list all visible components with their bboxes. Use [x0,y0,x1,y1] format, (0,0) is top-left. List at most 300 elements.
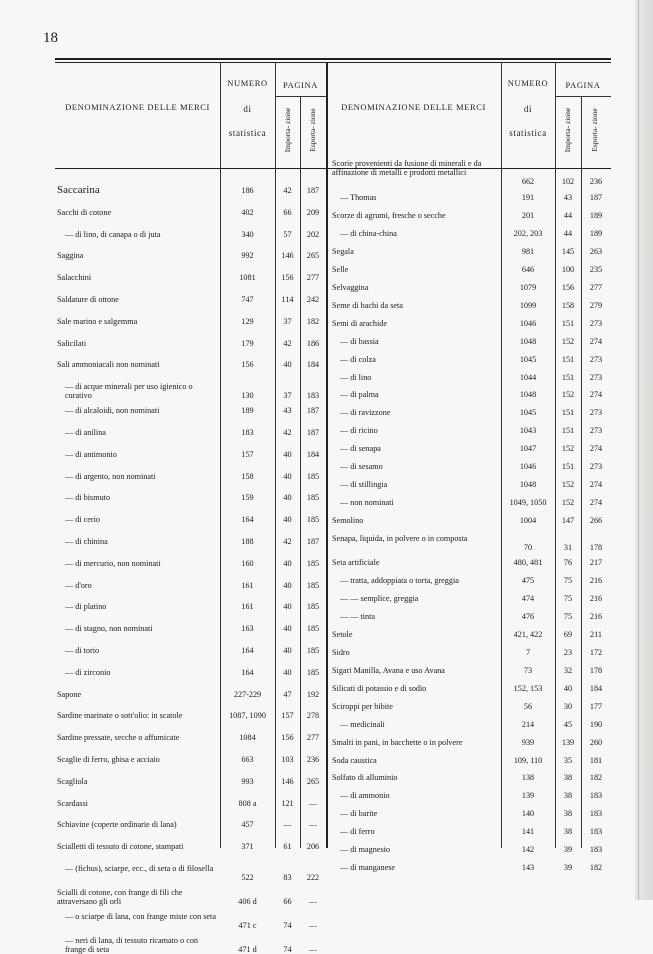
cell-imp: 74 [283,945,292,954]
cell-esp: 185 [306,558,320,568]
cell-esp: 211 [590,629,602,639]
cell-stat: 522 [241,873,254,882]
cell-imp: 37 [283,316,292,326]
header-esportazione-right: Esporta- zione [590,108,599,152]
cell-stat: 747 [241,295,254,304]
cell-stat: 7 [525,647,531,657]
cell-esp: 277 [306,733,320,743]
cell-imp: 57 [283,229,292,239]
merce-name: — di lino [340,372,372,382]
header-pagina-left: PAGINA [283,80,318,90]
merce-name: — tratta, addoppiata o torta, greggia [340,576,459,585]
merce-name: — di stagno, non nominati [65,624,153,634]
cell-imp: 139 [561,737,575,747]
merce-name: — di barite [340,809,378,819]
cell-imp: 23 [563,647,573,657]
header-di-left: di [243,104,252,114]
merce-name: Sacchi di cotone [57,207,112,217]
cell-esp: — [308,820,318,830]
cell-stat: 1046 [519,462,537,472]
merce-name: Soda caustica [332,755,377,765]
cell-stat: 1043 [519,426,537,436]
cell-stat: 188 [241,537,254,546]
cell-stat: 402 [241,207,254,217]
merce-name: Scardassi [57,798,88,808]
cell-imp: 100 [561,264,575,274]
header-importazione-right: Importa- zione [563,107,572,153]
cell-stat: 141 [521,827,535,837]
cell-imp: 75 [563,576,573,585]
cell-imp: 151 [561,462,575,472]
pagina-rule [555,96,611,97]
merce-name: Saggina [57,251,84,261]
cell-imp: 38 [563,827,573,837]
cell-imp: 35 [563,755,573,765]
cell-esp: 187 [306,428,320,437]
merce-name: Salicilati [57,338,87,348]
header-pagina-right: PAGINA [565,80,601,90]
cell-stat: 1081 [239,273,256,283]
cell-stat: 646 [521,264,535,274]
cell-stat: 457 [241,820,254,830]
cell-stat: 1087, 1090 [229,711,266,721]
merce-name: — di manganese [340,863,396,873]
cell-stat: 161 [241,602,254,612]
merce-name: Seta artificiale [332,558,380,568]
cell-imp: 156 [281,273,294,283]
cell-esp: 185 [306,580,320,590]
cell-stat: 202, 203 [513,228,543,238]
merce-name: Segala [332,246,354,256]
merce-name: Scialletti di tessuto di cotone, stampati [57,842,184,852]
cell-imp: 40 [283,493,292,503]
merce-name: Selle [332,264,349,274]
cell-esp: 177 [589,701,603,711]
cell-imp: — [283,820,292,830]
cell-esp: 273 [589,462,603,472]
cell-esp: 206 [306,842,320,852]
cell-imp: 38 [563,773,573,783]
cell-stat: 179 [241,338,254,348]
col-divider [581,96,582,848]
cell-esp: 273 [589,408,603,418]
cell-esp: 182 [589,863,603,873]
cell-esp: 183 [589,827,603,837]
merce-name: — di zirconio [65,667,111,677]
merce-name: — di anilina [65,428,106,437]
merce-name: Saccarina [57,186,100,195]
cell-imp: 40 [283,471,292,481]
merce-name: Solfato di alluminio [332,773,398,783]
merce-name: Selvaggina [332,282,369,292]
cell-esp: 263 [589,246,603,256]
merce-name: — medicinali [340,719,385,729]
cell-esp: 187 [306,406,320,416]
cell-stat: 130 [241,391,254,401]
cell-esp: 265 [306,251,320,261]
cell-stat: 476 [521,611,535,621]
merce-name: — Thomas [340,193,377,202]
cell-imp: 44 [563,228,573,238]
cell-esp: 185 [306,646,320,655]
cell-stat: 371 [241,842,254,852]
cell-stat: 1099 [519,300,537,310]
cell-imp: 37 [283,391,292,401]
cell-esp: 187 [306,186,320,195]
cell-stat: 129 [241,316,254,326]
cell-imp: 146 [281,251,294,261]
cell-imp: 152 [561,336,575,346]
cell-stat: 56 [523,701,533,711]
cell-esp: — [308,798,318,808]
merce-name: — di stillingia [340,480,388,490]
cell-esp: 185 [306,515,320,525]
cell-imp: 76 [563,558,573,568]
cell-esp: 273 [589,318,603,328]
cell-stat: 1049, 1050 [509,498,547,508]
cell-stat: 1004 [519,516,537,526]
top-rule [55,58,611,60]
cell-imp: 121 [281,798,294,808]
header-numero-right: NUMERO [507,78,549,88]
merce-name: — di ammonio [340,791,390,801]
cell-imp: 147 [561,516,575,526]
cell-stat: 140 [521,809,535,819]
cell-imp: 47 [283,689,292,699]
cell-esp: 189 [589,210,603,220]
cell-esp: 192 [306,689,320,699]
cell-imp: 145 [561,246,575,256]
cell-esp: 236 [589,177,603,186]
cell-imp: 103 [281,755,294,764]
cell-esp: 216 [589,593,603,603]
cell-imp: 158 [561,300,575,310]
cell-imp: 39 [563,845,573,855]
cell-esp: 189 [589,228,603,238]
cell-esp: 187 [589,193,603,202]
cell-imp: 151 [561,408,575,418]
merce-name: Scorie provenienti da fusione di minerali e da affinazione di metalli e prodotti metallici [332,159,482,177]
cell-imp: 152 [561,498,575,508]
cell-esp: 185 [306,602,320,612]
cell-stat: 142 [521,845,535,855]
merce-name: Schiavine (coperte ordinarie di lana) [57,820,177,830]
cell-esp: 273 [589,372,603,382]
cell-esp: 185 [306,493,320,503]
cell-esp: 265 [306,776,320,786]
cell-esp: 260 [589,737,603,747]
cell-esp: 184 [306,449,320,459]
cell-imp: 151 [561,354,575,364]
cell-esp: 277 [589,282,603,292]
cell-imp: 74 [283,921,292,930]
merce-name: Saldature di ottone [57,295,119,304]
cell-stat: 1084 [239,733,256,743]
cell-imp: 83 [283,873,292,882]
cell-esp: 209 [306,207,320,217]
merce-name: — — tinta [340,611,376,621]
cell-stat: 109, 110 [513,755,543,765]
cell-imp: 152 [561,390,575,400]
cell-imp: 40 [283,580,292,590]
cell-esp: 182 [589,773,603,783]
cell-imp: 156 [561,282,575,292]
cell-esp: 184 [589,683,603,693]
cell-esp: 178 [589,543,603,553]
merce-name: Scaglie di ferro, ghisa e acciaio [57,755,160,764]
cell-esp: 185 [306,624,320,634]
cell-imp: 157 [281,711,294,721]
cell-stat: 406 d [238,897,257,906]
cell-stat: 993 [241,776,254,786]
cell-stat: 189 [241,406,254,416]
merce-name: Silicati di potassio e di sodio [332,683,427,693]
cell-esp: 274 [589,390,603,400]
merce-name: Senapa, liquida, in polvere o in composta [332,534,468,544]
cell-stat: 1079 [519,282,537,292]
cell-imp: 102 [561,177,575,186]
cell-stat: 1044 [519,372,537,382]
merce-name: Sapone [57,689,82,699]
merce-name: — (fichus), sciarpe, ecc., di seta o di filosella [65,864,214,873]
cell-imp: 32 [563,665,573,675]
merce-name: — di ferro [340,827,375,837]
cell-esp: 277 [306,273,320,283]
cell-stat: 156 [241,360,254,370]
cell-stat: 475 [521,576,535,585]
cell-esp: 178 [589,665,603,675]
merce-name: — di chinina [65,537,108,546]
cell-esp: 185 [306,667,320,677]
merce-name: — di ricino [340,426,378,436]
cell-stat: 70 [523,543,533,553]
cell-esp: 274 [589,498,603,508]
cell-stat: 663 [241,755,254,764]
merce-name: Sigari Manilla, Avana e uso Avana [332,665,445,675]
cell-stat: 183 [241,428,254,437]
merce-name: Scialli di cotone, con frange di fili che attraversano gli orli [57,888,183,906]
cell-stat: 138 [521,773,535,783]
cell-imp: 66 [283,207,292,217]
cell-esp: 222 [306,873,320,882]
merce-name: — di alcaloidi, non nominati [65,406,160,416]
cell-esp: 202 [306,229,320,239]
goods-index-table [55,58,611,954]
cell-stat: 214 [521,719,535,729]
merce-name: — di platino [65,602,107,612]
cell-esp: 274 [589,336,603,346]
merce-name: Sciroppi per bibite [332,701,393,711]
cell-stat: 164 [241,646,254,655]
cell-stat: 474 [521,593,535,603]
cell-esp: 184 [306,360,320,370]
cell-stat: 992 [241,251,254,261]
cell-esp: 190 [589,719,603,729]
cell-esp: 273 [589,426,603,436]
cell-stat: 1047 [519,444,537,454]
cell-imp: 61 [283,842,292,852]
merce-name: — di bassia [340,336,379,346]
cell-stat: 939 [521,737,535,747]
page-edge-line [638,0,639,900]
merce-name: Scorze di agrumi, fresche o secche [332,210,446,220]
merce-name: — o sciarpe di lana, con frange miste con seta [65,912,216,921]
cell-esp: 216 [589,611,603,621]
cell-stat: 808 a [238,798,257,808]
cell-stat: 981 [521,246,535,256]
cell-imp: 75 [563,593,573,603]
cell-stat: 471 d [238,945,257,954]
cell-imp: 151 [561,426,575,436]
cell-esp: 186 [306,338,320,348]
cell-imp: 40 [283,515,292,525]
cell-imp: 43 [283,406,292,416]
pagina-rule [275,96,326,97]
cell-stat: 191 [521,193,535,202]
cell-stat: 152, 153 [513,683,543,693]
cell-stat: 1048 [519,480,537,490]
cell-stat: 662 [521,177,535,186]
cell-stat: 421, 422 [513,629,543,639]
cell-esp: 183 [589,809,603,819]
cell-imp: 42 [283,338,292,348]
merce-name: — di magnesio [340,845,391,855]
header-statistica-right: statistica [509,128,547,138]
header-denominazione-right: DENOMINAZIONE DELLE MERCI [341,102,486,112]
merce-name: Salacchini [57,273,92,283]
cell-imp: 114 [281,295,294,304]
merce-name: Sali ammoniacali non nominati [57,360,160,370]
cell-imp: 40 [283,449,292,459]
header-esportazione-left: Esporta- zione [308,108,317,152]
cell-stat: 471 c [238,921,257,930]
cell-stat: 201 [521,210,535,220]
cell-imp: 156 [281,733,294,743]
cell-imp: 66 [283,897,292,906]
merce-name: Seme di bachi da seta [332,300,403,310]
cell-stat: 1048 [519,390,537,400]
merce-name: — di sesamo [340,462,383,472]
cell-imp: 39 [563,863,573,873]
cell-imp: 151 [561,372,575,382]
merce-name: — di cerio [65,515,101,525]
merce-name: Sale marino e salgemma [57,316,138,326]
merce-name: Scagliola [57,776,88,786]
merce-name: — non nominati [340,498,394,508]
cell-imp: 69 [563,629,573,639]
merce-name: — di mercurio, non nominati [65,558,161,568]
cell-stat: 227-229 [233,689,262,699]
cell-stat: 480, 481 [513,558,543,568]
cell-esp: 217 [589,558,603,568]
cell-esp: 181 [589,755,603,765]
merce-name: — di ravizzone [340,408,391,418]
cell-stat: 164 [241,515,254,525]
merce-name: — di palma [340,390,379,400]
cell-imp: 40 [283,624,292,634]
merce-name: — di antimonio [65,449,117,459]
cell-stat: 1046 [519,318,537,328]
merce-name: Semolino [332,516,364,526]
merce-name: — di argento, non nominati [65,471,156,481]
cell-esp: 183 [589,791,603,801]
cell-esp: 185 [306,471,320,481]
cell-stat: 1045 [519,354,537,364]
cell-esp: 242 [306,295,320,304]
cell-esp: 235 [589,264,603,274]
cell-imp: 40 [563,683,573,693]
merce-name: — di lino, di canapa o di juta [65,229,161,239]
cell-imp: 44 [563,210,573,220]
cell-esp: 216 [589,576,603,585]
merce-name: — neri di lana, di tessuto ricamato o con frange di seta [65,936,199,954]
cell-stat: 143 [521,863,535,873]
cell-esp: 236 [306,755,320,764]
merce-name: — di torio [65,646,100,655]
merce-name: — — semplice, greggia [340,593,419,603]
cell-imp: 30 [563,701,573,711]
header-denominazione-left: DENOMINAZIONE DELLE MERCI [65,102,210,112]
cell-esp: 182 [306,316,320,326]
cell-esp: 266 [589,516,603,526]
cell-esp: 273 [589,354,603,364]
cell-imp: 40 [283,667,292,677]
merce-name: Semi di arachide [332,318,388,328]
center-divider [326,62,328,848]
cell-imp: 42 [283,537,292,546]
cell-imp: 40 [283,558,292,568]
cell-esp: — [308,945,318,954]
header-numero-left: NUMERO [227,78,268,88]
merce-name: — di acque minerali per uso igienico o curativo [65,382,193,401]
merce-name: Smalti in pani, in bacchette o in polvere [332,737,463,747]
cell-imp: 40 [283,602,292,612]
cell-stat: 161 [241,580,254,590]
cell-imp: 152 [561,480,575,490]
merce-name: — di colza [340,354,376,364]
merce-name: Setole [332,629,353,639]
cell-esp: 172 [589,647,603,657]
cell-stat: 160 [241,558,254,568]
merce-name: — di bismuto [65,493,111,503]
cell-stat: 139 [521,791,535,801]
cell-imp: 43 [563,193,573,202]
cell-esp: 183 [306,391,320,401]
merce-name: Sidro [332,647,350,657]
cell-stat: 340 [241,229,254,239]
header-di-right: di [523,104,533,114]
cell-imp: 152 [561,444,575,454]
header-importazione-left: Importa- zione [283,107,292,153]
cell-stat: 159 [241,493,254,503]
header-statistica-left: statistica [228,128,267,138]
cell-stat: 157 [241,449,254,459]
cell-stat: 186 [241,186,254,195]
cell-imp: 31 [563,543,573,553]
cell-imp: 75 [563,611,573,621]
page-number: 18 [43,30,58,46]
cell-imp: 146 [281,776,294,786]
cell-stat: 158 [241,471,254,481]
cell-imp: 42 [283,428,292,437]
cell-esp: 274 [589,480,603,490]
cell-stat: 164 [241,667,254,677]
cell-esp: 274 [589,444,603,454]
cell-esp: 279 [589,300,603,310]
merce-name: Sardine pressate, secche o affumicate [57,733,180,743]
cell-stat: 73 [523,665,533,675]
cell-esp: 278 [306,711,320,721]
